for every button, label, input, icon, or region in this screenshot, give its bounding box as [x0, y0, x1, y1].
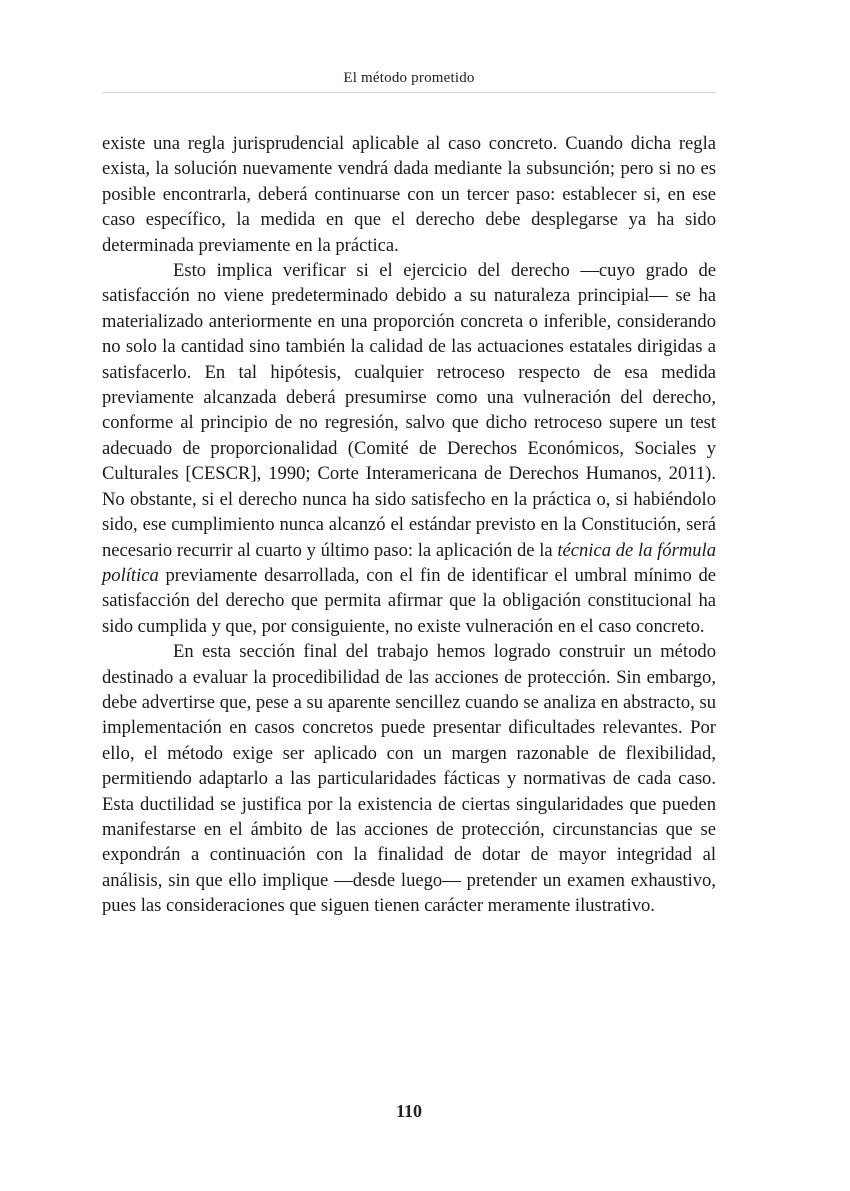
paragraph-second-text-b: previamente desarrollada, con el fin de identificar el umbral mínimo de satisfacción del derecho que permita afirmar que la obligación constitucional ha sido cumplida y que, por consiguiente, no existe vulneración en el caso concreto.: [102, 564, 717, 637]
page-number: 110: [395, 1101, 422, 1121]
paragraph-second: [102, 258, 716, 639]
paragraph-second-text-a: Esto implica verificar si el ejercicio del derecho —cuyo grado de satisfacción no viene predeterminado debido a su naturaleza principial— se ha materializado anteriormente en una proporción concreta o inferible, considerando no solo la cantidad sino también la calidad de las actuaciones estatales dirigidas a satisfacerlo. En tal hipótesis, cualquier retroceso respecto de esa medida previamente alcanzada deberá presumirse como una vulneración del derecho, conforme al principio de no regresión, salvo que dicho retroceso supere un test adecuado de proporcionalidad (Comité de Derechos Económicos, Sociales y Culturales [CESCR], 1990; Corte Interamericana de Derechos Humanos, 2011). No obstante, si el derecho nunca ha sido satisfecho en la práctica o, si habiéndolo sido, ese cumplimiento nunca alcanzó el estándar previsto en la Constitución, será necesario recurrir al cuarto y último paso: la aplicación de la: [102, 260, 716, 561]
paragraph-continued: existe una regla jurisprudencial aplicable al caso concreto. Cuando dicha regla exista, la solución nuevamente vendrá dada mediante la subsunción; pero si no es posible encontrarla, deberá continuarse con un tercer paso: establecer si, en ese caso específico, la medida en que el derecho debe desplegarse ya ha sido determinada previamente en la práctica.: [102, 133, 716, 256]
italic-term: técnica de la fórmula política: [102, 539, 717, 586]
header-divider: [102, 92, 716, 93]
paragraph-third: En esta sección final del trabajo hemos logrado construir un método destinado a evaluar la procedibilidad de las acciones de protección. Sin embargo, debe advertirse que, pese a su aparente sencillez cuando se analiza en abstracto, su implementación en casos concretos puede presentar dificultades relevantes. Por ello, el método exige ser aplicado con un margen razonable de flexibilidad, permitiendo adaptarlo a las particularidades fácticas y normativas de cada caso. Esta ductilidad se justifica por la existencia de ciertas singularidades que pueden manifestarse en el ámbito de las acciones de protección, circunstancias que se expondrán a continuación con la finalidad de dotar de mayor integridad al análisis, sin que ello implique —desde luego— pretender un examen exhaustivo, pues las consideraciones que siguen tienen carácter meramente ilustrativo.: [102, 641, 716, 917]
running-head: El método prometido: [343, 70, 475, 86]
body-text: [102, 131, 716, 919]
